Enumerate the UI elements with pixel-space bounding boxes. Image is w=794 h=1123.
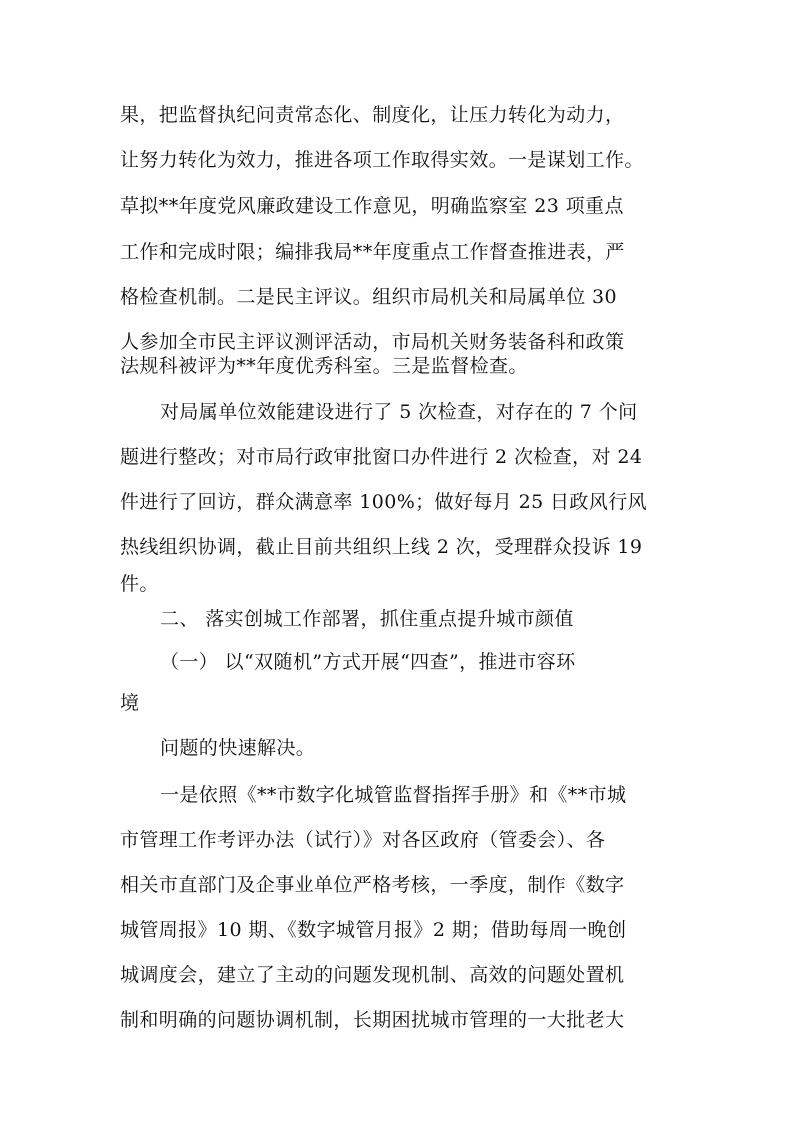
subsection-heading: （一） 以“双随机”方式开展“四查”，推进市容环 [160,651,576,673]
subsection-heading-continuation: 境 [120,692,140,714]
section-heading: 二、 落实创城工作部署，抓住重点提升城市颜值 [160,608,574,630]
paragraph-first-line: 一是依照《**市数字化城管监督指挥手册》和《**市城 [160,784,627,806]
paragraph-line: 问题的快速解决。 [160,737,316,759]
paragraph-line: 法规科被评为**年度优秀科室。三是监督检查。 [120,355,528,377]
paragraph-line: 草拟**年度党风廉政建设工作意见，明确监察室 23 项重点 [120,195,624,217]
paragraph-line: 市管理工作考评办法（试行）》对各区政府（管委会）、各 [120,829,606,851]
paragraph-line: 工作和完成时限；编排我局**年度重点工作督查推进表，严 [120,241,625,263]
paragraph-line: 相关市直部门及企事业单位严格考核，一季度，制作《数字 [120,874,625,896]
paragraph-line: 果，把监督执纪问责常态化、制度化，让压力转化为动力， [120,104,625,126]
paragraph-line: 件。 [120,573,159,595]
paragraph-line: 题进行整改；对市局行政审批窗口办件进行 2 次检查，对 24 [120,446,643,468]
paragraph-line: 人参加全市民主评议测评活动，市局机关财务装备科和政策 [120,331,625,353]
paragraph-line: 制和明确的问题协调机制，长期困扰城市管理的一大批老大 [120,1009,625,1031]
paragraph-line: 让努力转化为效力，推进各项工作取得实效。一是谋划工作。 [120,149,644,171]
paragraph-line: 格检查机制。二是民主评议。组织市局机关和局属单位 30 [120,286,618,308]
paragraph-line: 热线组织协调，截止目前共组织上线 2 次，受理群众投诉 19 [120,536,643,558]
paragraph-line: 城管周报》10 期、《数字城管月报》2 期；借助每周一晚创 [120,919,627,941]
paragraph-line: 城调度会，建立了主动的问题发现机制、高效的问题处置机 [120,964,625,986]
paragraph-first-line: 对局属单位效能建设进行了 5 次检查，对存在的 7 个问 [160,401,638,423]
paragraph-line: 件进行了回访，群众满意率 100%；做好每月 25 日政风行风 [120,491,648,513]
